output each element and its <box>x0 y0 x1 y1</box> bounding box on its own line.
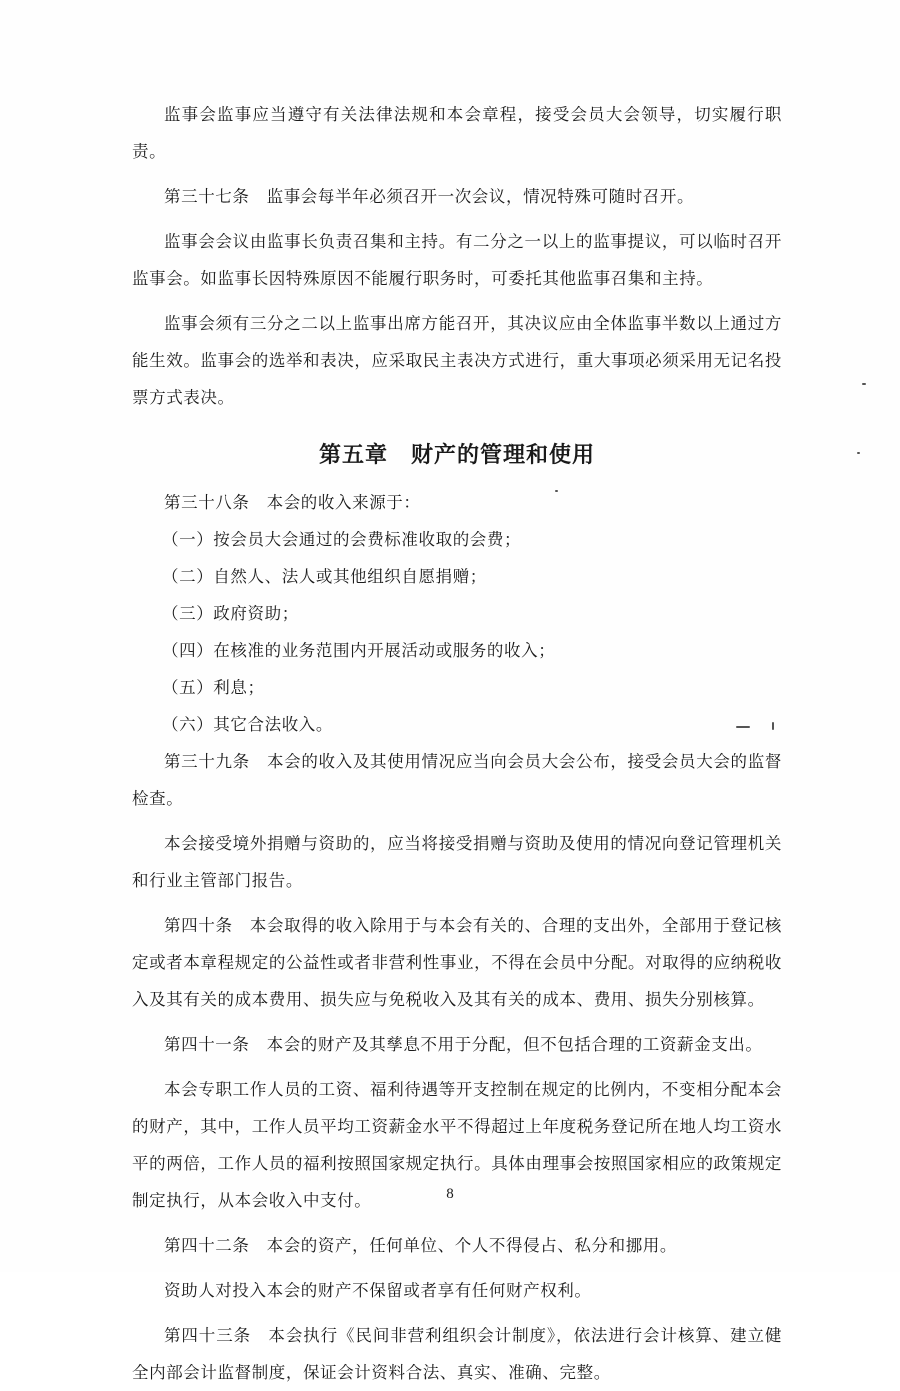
article-37: 第三十七条 监事会每半年必须召开一次会议，情况特殊可随时召开。 <box>164 187 695 206</box>
paragraph-foreign-donations: 本会接受境外捐赠与资助的，应当将接受捐赠与资助及使用的情况向登记管理机关和行业主管部门报告。 <box>132 834 782 890</box>
page-number: 8 <box>446 1186 454 1202</box>
paragraph-staff-salaries: 本会专职工作人员的工资、福利待遇等开支控制在规定的比例内，不变相分配本会的财产，其中，工作人员平均工资薪金水平不得超过上年度税务登记所在地人均工资水平的两倍，工作人员的福利按照国家规定执行。具体由理事会按照国家相应的政策规定制定执行，从本会收入中支付。 <box>132 1080 782 1210</box>
income-item-6: （六）其它合法收入。 <box>162 715 333 734</box>
income-item-4: （四）在核准的业务范围内开展活动或服务的收入； <box>162 641 556 660</box>
scan-speck <box>736 726 750 728</box>
paragraph-supervisor-quorum: 监事会须有三分之二以上监事出席方能召开，其决议应由全体监事半数以上通过方能生效。监事会的选举和表决，应采取民主表决方式进行，重大事项必须采用无记名投票方式表决。 <box>132 314 782 407</box>
income-item-1: （一）按会员大会通过的会费标准收取的会费； <box>162 530 522 549</box>
chapter-title: 第五章 财产的管理和使用 <box>318 443 595 468</box>
scan-speck <box>862 383 866 385</box>
article-41: 第四十一条 本会的财产及其孳息不用于分配，但不包括合理的工资薪金支出。 <box>164 1035 763 1054</box>
article-40: 第四十条 本会取得的收入除用于与本会有关的、合理的支出外，全部用于登记核定或者本章程规定的公益性或者非营利性事业，不得在会员中分配。对取得的应纳税收入及其有关的成本费用、损失应与免税收入及其有关的成本、费用、损失分别核算。 <box>132 916 782 1009</box>
article-42: 第四十二条 本会的资产，任何单位、个人不得侵占、私分和挪用。 <box>164 1236 677 1255</box>
paragraph-supervisor-duties: 监事会监事应当遵守有关法律法规和本会章程，接受会员大会领导，切实履行职责。 <box>132 105 782 161</box>
scan-speck <box>857 452 860 454</box>
article-39: 第三十九条 本会的收入及其使用情况应当向会员大会公布，接受会员大会的监督检查。 <box>132 752 782 808</box>
paragraph-donor-rights: 资助人对投入本会的财产不保留或者享有任何财产权利。 <box>164 1281 592 1300</box>
article-43: 第四十三条 本会执行《民间非营利组织会计制度》，依法进行会计核算、建立健全内部会计监督制度，保证会计资料合法、真实、准确、完整。 <box>132 1326 782 1382</box>
scan-speck <box>772 722 774 730</box>
paragraph-supervisor-meeting: 监事会会议由监事长负责召集和主持。有二分之一以上的监事提议，可以临时召开监事会。如监事长因特殊原因不能履行职务时，可委托其他监事召集和主持。 <box>132 232 782 288</box>
income-item-2: （二）自然人、法人或其他组织自愿捐赠； <box>162 567 487 586</box>
income-item-5: （五）利息； <box>162 678 265 697</box>
article-38: 第三十八条 本会的收入来源于： <box>164 493 421 512</box>
income-item-3: （三）政府资助； <box>162 604 299 623</box>
scan-speck <box>555 490 558 492</box>
